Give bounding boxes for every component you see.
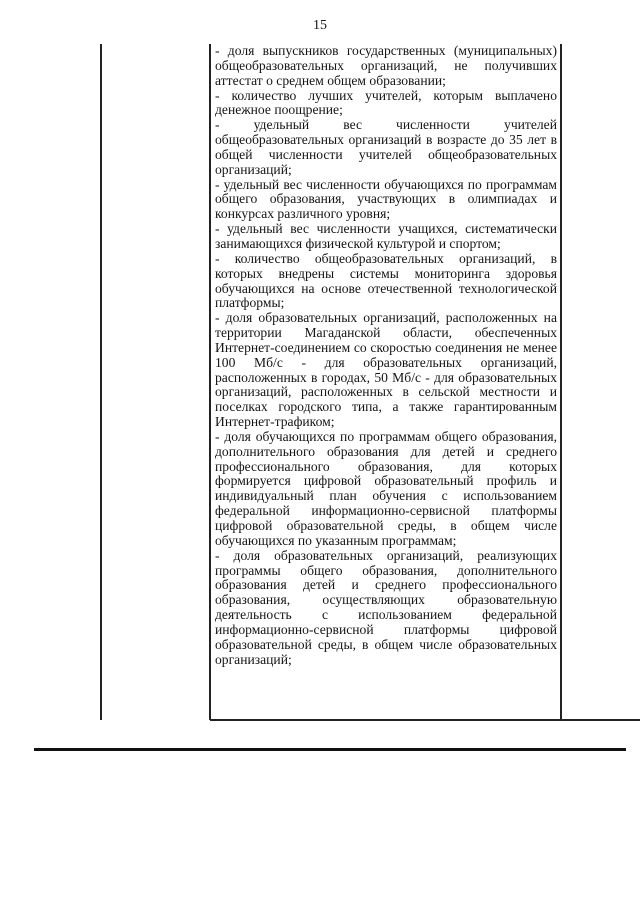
indicator-item: - удельный вес численности учителей общеобразовательных организаций в возрасте до 35 лет в общей численности учителей общеобразовательных организаций; — [215, 117, 557, 177]
page-number: 15 — [313, 18, 327, 33]
indicator-table — [100, 44, 562, 720]
indicator-item: - количество общеобразовательных организаций, в которых внедрены системы мониторинга здоровья обучающихся на основе отечественной технологической платформы; — [215, 250, 557, 311]
indicator-item: - количество лучших учителей, которым выплачено денежное поощрение; — [215, 87, 557, 118]
indicator-item: - удельный вес численности учащихся, систематически занимающихся физической культурой и спортом; — [215, 221, 557, 251]
indicator-item: - доля обучающихся по программам общего образования, дополнительного образования для детей и среднего профессионального образования, для которых формируется цифровой образовательный профиль и индивидуальный план обучения с использованием федеральной информационно-сервисной платформы цифровой образовательной среды, в общем числе обучающихся по указанным программам; — [215, 428, 557, 548]
table-border-right — [560, 44, 562, 720]
table-border-bottom — [210, 719, 640, 721]
indicator-item: - доля образовательных организаций, расположенных на территории Магаданской области, обеспеченных Интернет-соединением со скоростью соединения не менее 100 Мб/с - для образовательных организаций, расположенных в городах, 50 Мб/с - для образовательных организаций, расположенных в сельской местности и поселках городского типа, а также гарантированным Интернет-трафиком; — [215, 310, 557, 430]
table-border-left — [100, 44, 102, 720]
footer-rule — [34, 748, 626, 751]
table-border-middle — [209, 44, 211, 720]
indicators-cell — [215, 44, 557, 667]
indicator-item: - удельный вес численности обучающихся по программам общего образования, участвующих в олимпиадах и конкурсах различного уровня; — [215, 176, 557, 222]
indicator-item: - доля образовательных организаций, реализующих программы общего образования, дополнительного образования детей и среднего профессионального образования, осуществляющих образовательную деятельность с использованием федеральной информационно-сервисной платформы цифровой образовательной среды, в общем числе образовательных организаций; — [215, 547, 557, 667]
indicator-item: - доля выпускников государственных (муниципальных) общеобразовательных организаций, не получивших аттестат о среднем общем образовании; — [215, 43, 557, 88]
